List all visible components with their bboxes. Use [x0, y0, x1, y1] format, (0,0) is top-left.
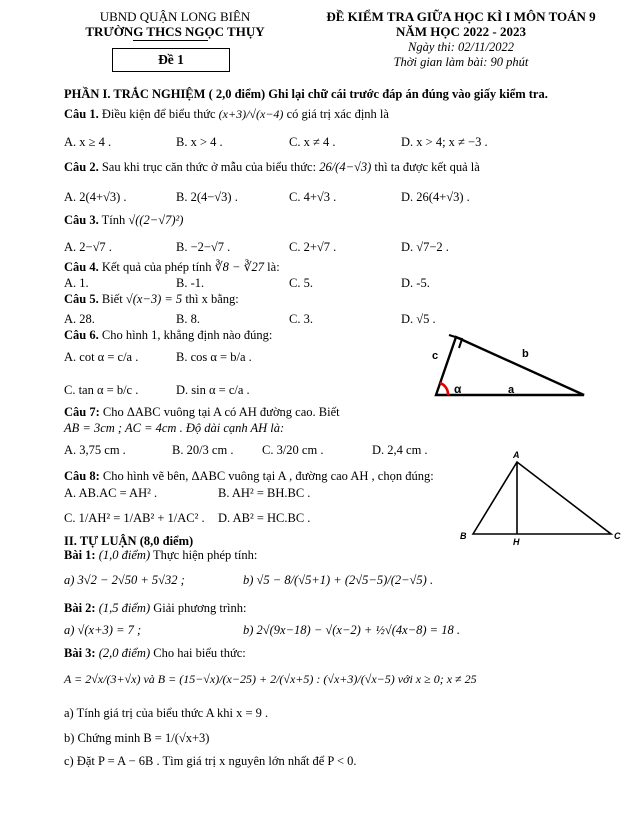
q6-text: Cho hình 1, khẳng định nào đúng: — [101, 328, 273, 342]
b1-points: (1,0 điểm) — [98, 548, 151, 562]
figure1-label-alpha: α — [454, 382, 462, 396]
q5-option-b: B. 8. — [176, 312, 200, 326]
q7-option-c: C. 3/20 cm . — [262, 443, 324, 457]
exam-date: Ngày thi: 02/11/2022 — [407, 40, 514, 54]
q6-option-b: B. cos α = b/a . — [176, 350, 252, 364]
q3-option-d: D. √7−2 . — [401, 240, 449, 254]
figure-1-triangle — [418, 325, 598, 405]
q7-text2: AB = 3cm ; AC = 4cm . Độ dài cạnh AH là: — [64, 421, 285, 435]
figure2-label-b: B — [460, 531, 467, 541]
figure1-label-a: a — [508, 384, 515, 396]
q2-option-a: A. 2(4+√3) . — [64, 190, 127, 204]
q6-stem — [64, 328, 272, 342]
figure2-label-h: H — [513, 537, 520, 546]
b2-points: (1,5 điểm) — [98, 601, 151, 615]
b1-part-a: a) 3√2 − 2√50 + 5√32 ; — [64, 573, 185, 587]
school-year: NĂM HỌC 2022 - 2023 — [396, 24, 526, 39]
q4-option-b: B. -1. — [176, 276, 205, 290]
b3-text: Cho hai biểu thức: — [153, 646, 246, 660]
q2-option-b: B. 2(4−√3) . — [176, 190, 238, 204]
q2-stem — [64, 160, 480, 174]
q5-text: Biết — [101, 292, 123, 306]
q3-option-b: B. −2−√7 . — [176, 240, 231, 254]
q1-stem — [64, 107, 389, 122]
b2-text: Giải phương trình: — [153, 601, 247, 615]
b2-part-b: b) 2√(9x−18) − √(x−2) + ½√(4x−8) = 18 . — [243, 623, 460, 637]
q5-label: Câu 5. — [64, 292, 99, 306]
q6-label: Câu 6. — [64, 328, 99, 342]
q8-stem — [64, 469, 434, 483]
q3-option-c: C. 2+√7 . — [289, 240, 337, 254]
q4-tail: là: — [267, 260, 280, 274]
q1-tail: có giá trị xác định là — [286, 107, 389, 121]
q2-text: Sau khi trục căn thức ở mẫu của biểu thức: — [101, 160, 317, 174]
q3-option-a: A. 2−√7 . — [64, 240, 112, 254]
q1-option-d: D. x > 4; x ≠ −3 . — [401, 135, 488, 149]
q8-option-d: D. AB² = HC.BC . — [218, 511, 311, 525]
q8-text: Cho hình vẽ bên, ΔABC vuông tại A , đường cao AH , chọn đúng: — [102, 469, 434, 483]
q5-option-c: C. 3. — [289, 312, 313, 326]
b2-label: Bài 2: — [64, 601, 96, 615]
q5-expression: √(x−3) = 5 — [125, 292, 183, 306]
b1-part-b: b) √5 − 8/(√5+1) + (2√5−5)/(2−√5) . — [243, 573, 434, 587]
b3-stem — [64, 646, 246, 660]
b3-points: (2,0 điểm) — [98, 646, 151, 660]
q6-option-d: D. sin α = c/a . — [176, 383, 250, 397]
b1-label: Bài 1: — [64, 548, 96, 562]
q7-label: Câu 7: — [64, 405, 100, 419]
q6-option-c: C. tan α = b/c . — [64, 383, 139, 397]
b1-text: Thực hiện phép tính: — [153, 548, 258, 562]
q2-label: Câu 2. — [64, 160, 99, 174]
q8-label: Câu 8: — [64, 469, 100, 483]
q4-label: Câu 4. — [64, 260, 99, 274]
figure1-label-c: c — [432, 350, 439, 362]
b3-expressions: A = 2√x/(3+√x) và B = (15−√x)/(x−25) + 2/(√x+5) : (√x+3)/(√x−5) với x ≥ 0; x ≠ 25 — [64, 672, 477, 686]
q5-option-d: D. √5 . — [401, 312, 436, 326]
q1-label: Câu 1. — [64, 107, 99, 121]
q7-option-d: D. 2,4 cm . — [372, 443, 428, 457]
q2-expression: 26/(4−√3) — [319, 160, 372, 174]
q2-option-c: C. 4+√3 . — [289, 190, 337, 204]
exam-code-box: Đề 1 — [112, 48, 230, 72]
exam-title: ĐỀ KIỂM TRA GIỮA HỌC KÌ I MÔN TOÁN 9 — [326, 9, 596, 24]
q5-option-a: A. 28. — [64, 312, 95, 326]
q1-expression: (x+3)/√(x−4) — [218, 107, 284, 121]
part1-title: PHẦN I. TRẮC NGHIỆM ( 2,0 điểm) Ghi lại chữ cái trước đáp án đúng vào giấy kiểm tra. — [64, 87, 548, 101]
b2-stem — [64, 601, 246, 615]
q8-option-c: C. 1/AH² = 1/AB² + 1/AC² . — [64, 511, 205, 525]
q3-expression: √((2−√7)²) — [128, 213, 184, 227]
q5-stem — [64, 292, 239, 306]
q7-text: Cho ΔABC vuông tại A có AH đường cao. Biết — [102, 405, 340, 419]
q6-option-a: A. cot α = c/a . — [64, 350, 139, 364]
q3-label: Câu 3. — [64, 213, 99, 227]
q1-option-c: C. x ≠ 4 . — [289, 135, 336, 149]
q7-option-a: A. 3,75 cm . — [64, 443, 126, 457]
b2-part-a: a) √(x+3) = 7 ; — [64, 623, 142, 637]
q2-option-d: D. 26(4+√3) . — [401, 190, 470, 204]
header-divider — [133, 40, 208, 41]
q7-stem — [64, 405, 340, 419]
q3-stem — [64, 213, 183, 227]
q5-tail: thì x bằng: — [185, 292, 239, 306]
figure1-label-b: b — [522, 348, 529, 360]
q1-option-a: A. x ≥ 4 . — [64, 135, 112, 149]
school-name: TRƯỜNG THCS NGỌC THỤY — [85, 24, 265, 39]
q4-option-a: A. 1. — [64, 276, 89, 290]
part2-title: II. TỰ LUẬN (8,0 điểm) — [64, 534, 194, 548]
figure-2-triangle — [455, 450, 625, 546]
q8-option-a: A. AB.AC = AH² . — [64, 486, 158, 500]
q4-text: Kết quả của phép tính — [101, 260, 212, 274]
q2-tail: thì ta được kết quả là — [374, 160, 480, 174]
b3-part-b: b) Chứng minh B = 1/(√x+3) — [64, 731, 210, 745]
q4-option-c: C. 5. — [289, 276, 313, 290]
district-name: UBND QUẬN LONG BIÊN — [99, 9, 251, 24]
b3-part-a: a) Tính giá trị của biểu thức A khi x = 9 . — [64, 706, 269, 720]
q4-expression: ∛8 − ∛27 — [214, 260, 265, 274]
alpha-angle-arc — [440, 383, 448, 395]
q4-stem — [64, 260, 280, 274]
b3-part-c: c) Đặt P = A − 6B . Tìm giá trị x nguyên lớn nhất để P < 0. — [64, 754, 357, 768]
figure2-label-a: A — [513, 450, 520, 460]
q3-text: Tính — [101, 213, 126, 227]
q1-text: Điều kiện để biểu thức — [101, 107, 216, 121]
q7-option-b: B. 20/3 cm . — [172, 443, 234, 457]
b1-stem — [64, 548, 257, 562]
q1-option-b: B. x > 4 . — [176, 135, 223, 149]
q4-option-d: D. -5. — [401, 276, 430, 290]
triangle-2-shape — [473, 462, 611, 534]
q8-option-b: B. AH² = BH.BC . — [218, 486, 311, 500]
exam-duration: Thời gian làm bài: 90 phút — [393, 55, 529, 69]
b3-label: Bài 3: — [64, 646, 96, 660]
figure2-label-c: C — [614, 531, 621, 541]
